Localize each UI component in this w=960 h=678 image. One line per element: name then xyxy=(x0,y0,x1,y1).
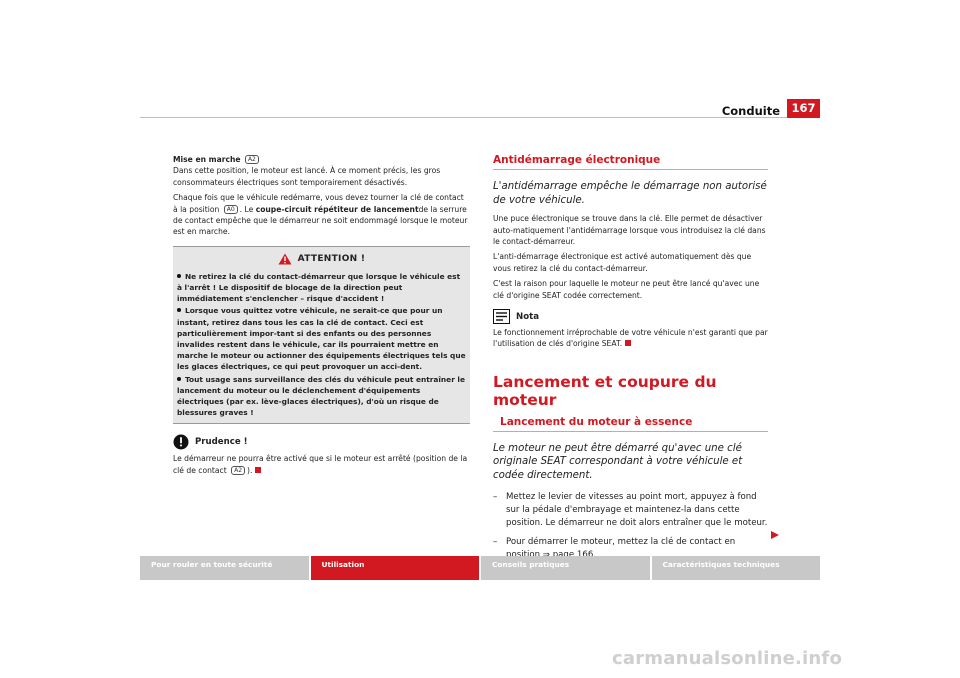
body-paragraph: Une puce électronique se trouve dans la clé. Elle permet de désactiver auto-matiquement l'antidémarrage lorsque vous introduisez la clé dans le contact-démarreur. xyxy=(493,214,766,246)
warning-item xyxy=(177,271,466,305)
prudence-text-2: ). xyxy=(247,465,253,475)
note-icon xyxy=(493,309,510,324)
prudence-text xyxy=(173,453,470,476)
warning-title: ATTENTION ! xyxy=(297,253,366,264)
body-paragraph: C'est la raison pour laquelle le moteur ne peut être lancé qu'avec une clé d'origine SEAT codée correctement. xyxy=(493,279,760,300)
tab-caracteristiques[interactable]: Caractéristiques techniques xyxy=(652,556,821,580)
warning-item-text: Lorsque vous quittez votre véhicule, ne serait-ce que pour un instant, retirez dans tous les cas la clé de contact. Ceci est particulièrement impor-tant si des enfants ou des personnes invalides restent dans le véhicule, car ils pourraient mettre en marche le moteur ou actionner des équipements électriques tels que les glaces électriques, ce qui peut provoquer un acci-dent. xyxy=(177,306,466,372)
section-intro: L'antidémarrage empêche le démarrage non autorisé de votre véhicule. xyxy=(493,181,767,206)
chapter-title: Lancement et coupure du moteur xyxy=(493,372,717,409)
dash-marker: – xyxy=(493,537,498,548)
dash-marker: – xyxy=(493,491,498,502)
next-page-arrow-icon[interactable] xyxy=(770,530,780,540)
warning-triangle-icon xyxy=(278,253,292,265)
end-of-section-icon xyxy=(625,340,631,346)
warning-item xyxy=(177,374,466,419)
prudence-header xyxy=(173,434,470,450)
nota-title: Nota xyxy=(516,311,540,322)
step-text: Mettez le levier de vitesses au point mort, appuyez à fond sur la pédale d'embrayage et maintenez-la dans cette position. Le démarreur ne doit alors entraîner que le moteur. xyxy=(506,491,768,529)
body-paragraph: L'anti-démarrage électronique est activé automatiquement dès que vous retirez la clé du contact-démarreur. xyxy=(493,252,752,273)
tab-utilisation[interactable]: Utilisation xyxy=(311,556,480,580)
warning-item xyxy=(177,305,466,372)
restart-text-3: de la serrure de contact empêche que le démarreur ne soit endommagé lorsque le moteur est en marche. xyxy=(173,204,468,237)
mise-en-marche-paragraph xyxy=(173,154,470,188)
warning-box xyxy=(173,246,470,425)
page-header-title: Conduite xyxy=(721,104,780,118)
restart-text-1: Chaque fois que le véhicule redémarre, vous devez tourner la clé de contact à la position xyxy=(173,193,464,214)
step-item xyxy=(493,491,768,531)
page-number: 167 xyxy=(787,99,820,118)
footer-nav xyxy=(140,556,820,580)
watermark: carmanualsonline.info xyxy=(612,648,843,669)
warning-item-text: Ne retirez la clé du contact-démarreur que lorsque le véhicule est à l'arrêt ! Le dispositif de blocage de la direction peut immédiatement s'enclencher – risque d'accident ! xyxy=(177,271,461,304)
caution-icon xyxy=(173,434,189,450)
warning-header xyxy=(177,253,466,265)
prudence-title: Prudence ! xyxy=(195,437,248,448)
bullet-icon xyxy=(177,377,181,381)
warning-item-text: Tout usage sans surveillance des clés du véhicule peut entraîner le lancement du moteur ou le déclenchement d'équipements électriques (par ex. lève-glaces électriques), d'où un risque de blessures graves ! xyxy=(177,374,465,418)
step-text: Pour démarrer le moteur, mettez la clé de contact en xyxy=(506,537,736,548)
section-title: Antidémarrage électronique xyxy=(493,154,768,170)
prudence-text-1: Le démarreur ne pourra être activé que si le moteur est arrêté (position de la clé de contact xyxy=(173,454,468,475)
bullet-icon xyxy=(177,274,181,278)
key-position-badge: A2 xyxy=(231,466,245,475)
nota-header xyxy=(493,309,768,324)
restart-text-2: . Le xyxy=(239,204,256,214)
nota-text xyxy=(493,327,768,350)
tab-pour-rouler[interactable]: Pour rouler en toute sécurité xyxy=(140,556,309,580)
key-position-badge: A2 xyxy=(245,155,259,164)
end-of-section-icon xyxy=(255,467,261,473)
mise-en-marche-text: Dans cette position, le moteur est lancé. À ce moment précis, les gros consommateurs électriques sont temporairement désactivés. xyxy=(173,166,441,187)
restart-paragraph xyxy=(173,192,470,238)
bullet-icon xyxy=(177,308,181,312)
restart-bold-term: coupe-circuit répétiteur de lancement xyxy=(255,204,419,214)
nota-text-body: Le fonctionnement irréprochable de votre véhicule n'est garanti que par l'utilisation de clés d'origine SEAT. xyxy=(493,328,768,349)
left-column xyxy=(173,154,470,476)
right-column xyxy=(493,154,768,569)
tab-conseils-pratiques[interactable]: Conseils pratiques xyxy=(481,556,650,580)
mise-en-marche-label: Mise en marche xyxy=(173,155,241,164)
subsection-title: Lancement du moteur à essence xyxy=(493,416,768,432)
subsection-intro: Le moteur ne peut être démarré qu'avec une clé originale SEAT correspondant à votre véhicule et codée directement. xyxy=(493,442,743,482)
key-position-badge: A0 xyxy=(224,205,238,214)
